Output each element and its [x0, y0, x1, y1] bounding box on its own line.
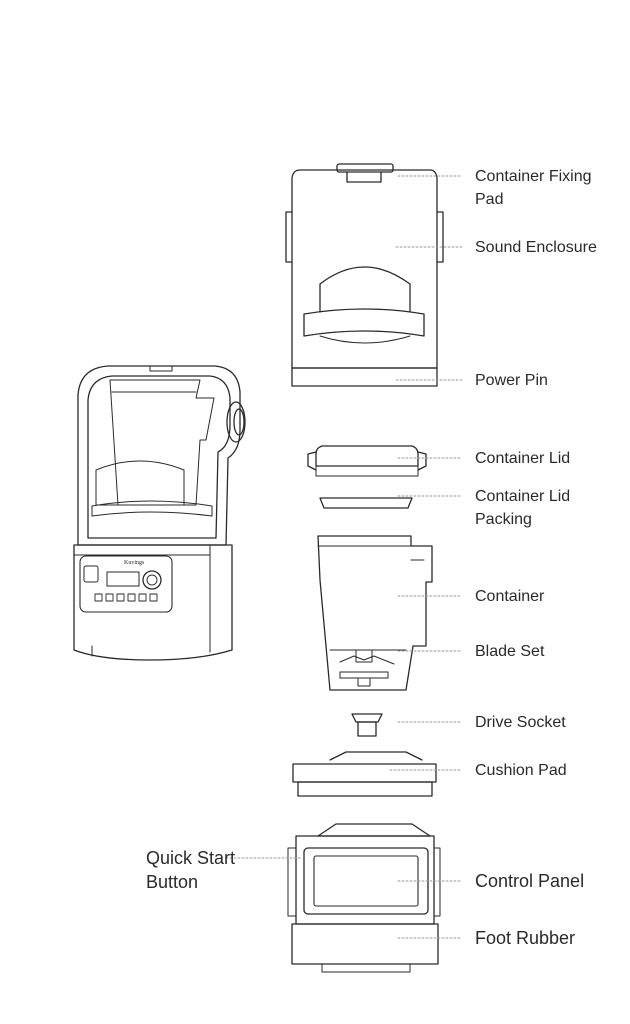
- label-container-lid: Container Lid: [475, 450, 571, 467]
- label-foot-rubber: Foot Rubber: [475, 928, 576, 948]
- label-sound-enclosure: Sound Enclosure: [475, 239, 597, 256]
- assembled-blender-drawing: [74, 366, 245, 660]
- label-cushion-pad: Cushion Pad: [475, 762, 567, 779]
- drive-socket-drawing: [352, 714, 382, 736]
- sound-enclosure-drawing: [286, 164, 443, 386]
- lid-packing-drawing: [320, 498, 412, 508]
- container-lid-drawing: [308, 446, 426, 476]
- label-blade-set: Blade Set: [475, 643, 545, 660]
- label-control-panel: Control Panel: [475, 871, 585, 891]
- label-container: Container: [475, 588, 545, 605]
- label-container-lid-packing: Container Lid Packing: [475, 488, 571, 528]
- label-power-pin: Power Pin: [475, 372, 548, 389]
- label-container-fixing-pad: Container Fixing Pad: [475, 168, 592, 208]
- motor-base-drawing: [288, 824, 440, 972]
- label-quick-start-button: Quick Start Button: [146, 848, 236, 892]
- brand-logo: Kuvings: [124, 560, 145, 566]
- container-drawing: [318, 536, 432, 690]
- cushion-pad-drawing: [293, 752, 436, 796]
- label-drive-socket: Drive Socket: [475, 714, 566, 731]
